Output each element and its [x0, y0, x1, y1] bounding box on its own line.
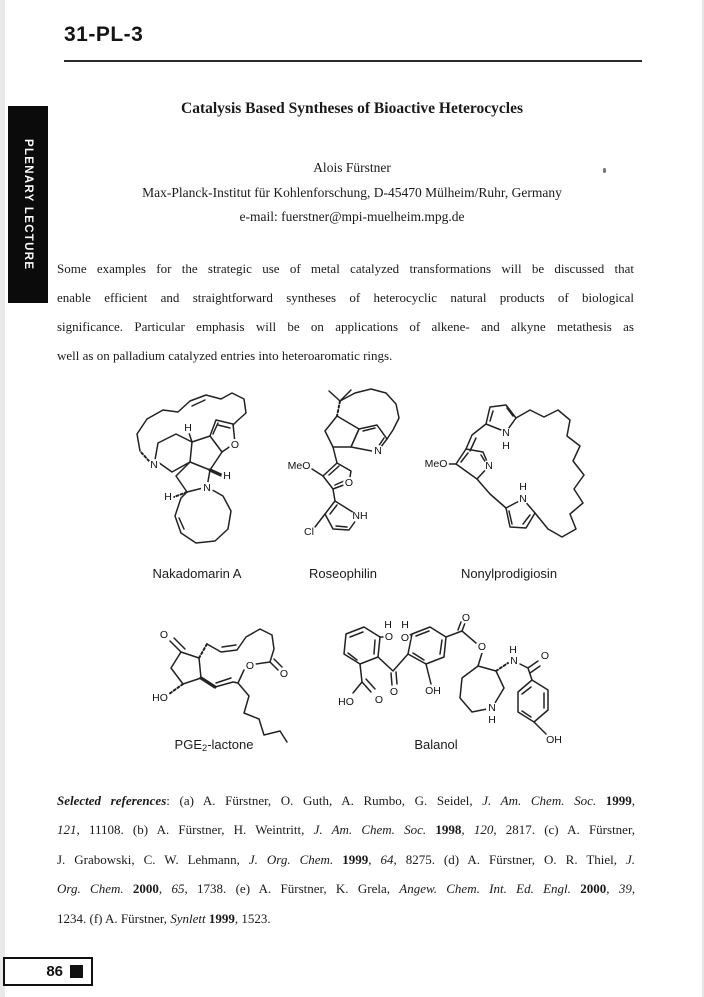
atom-label: H [223, 469, 231, 482]
atom-label: H [384, 618, 392, 631]
atom-label: OH [546, 733, 562, 746]
atom-label: H [164, 490, 172, 503]
paper-title: Catalysis Based Syntheses of Bioactive Heterocycles [181, 100, 523, 117]
structure-drawing-nonylprodigiosin [420, 396, 602, 564]
atom-label: O [384, 630, 394, 643]
atom-label: O [400, 631, 410, 644]
structure-caption-balanol: Balanol [414, 737, 458, 752]
page-number: 86 [46, 963, 63, 980]
abstract-line: enable efficient and straightforward syntheses of heterocyclic natural products of biological [57, 290, 634, 305]
abstract-line: well as on palladium catalyzed entries into heteroaromatic rings. [57, 348, 393, 363]
structure-caption-nakadomarin-a: Nakadomarin A [152, 566, 242, 581]
structure-caption-nonylprodigiosin: Nonylprodigiosin [460, 566, 558, 581]
atom-label: HO [152, 691, 168, 704]
abstract-code: 31-PL-3 [64, 23, 144, 46]
session-sidebar [8, 106, 48, 303]
atom-label: O [279, 667, 289, 680]
reference-line: J. Grabowski, C. W. Lehmann, J. Org. Chem. 1999, 64, 8275. (d) A. Fürstner, O. R. Thiel, J. [57, 851, 636, 867]
abstract-paragraph [57, 254, 634, 370]
atom-label: OH [425, 684, 441, 697]
atom-label: MeO [287, 459, 311, 472]
atom-label: N [150, 458, 158, 471]
atom-label: NH [352, 509, 368, 522]
atom-label: O [461, 611, 471, 624]
atom-label: Cl [304, 525, 314, 538]
atom-label: O [245, 659, 255, 672]
atom-label: O [374, 693, 384, 706]
atom-label: O [477, 640, 487, 653]
reference-line: Org. Chem. 2000, 65, 1738. (e) A. Fürstner, K. Grela, Angew. Chem. Int. Ed. Engl. 2000, 39, [57, 881, 636, 897]
scan-speck [603, 168, 606, 173]
author-name: Alois Fürstner [313, 160, 391, 175]
references-paragraph [57, 786, 635, 933]
structure-caption-pge2-lactone: PGE2-lactone [174, 737, 254, 754]
abstract-line: significance. Particular emphasis will be on applications of alkene- and alkyne metathesis as [57, 319, 634, 334]
reference-line: 1234. (f) A. Fürstner, Synlett 1999, 1523. [57, 910, 271, 926]
atom-label: H [184, 421, 192, 434]
structure-drawing-pge2-lactone [143, 606, 323, 748]
abstract-line: Some examples for the strategic use of metal catalyzed transformations will be discussed that [57, 261, 634, 276]
atom-label: H [519, 480, 527, 493]
atom-label: O [389, 685, 399, 698]
atom-label: H [488, 713, 496, 726]
atom-label: O [230, 438, 240, 451]
atom-label: O [540, 649, 550, 662]
atom-label: H [502, 439, 510, 452]
structure-caption-roseophilin: Roseophilin [309, 566, 377, 581]
structure-drawing-roseophilin [283, 383, 413, 551]
atom-label: O [344, 476, 354, 489]
session-label: PLENARY LECTURE [22, 138, 34, 271]
author-email: e-mail: fuerstner@mpi-muelheim.mpg.de [239, 209, 465, 224]
atom-label: N [488, 701, 496, 714]
end-marker-square-icon [70, 965, 83, 978]
atom-label: H [509, 643, 517, 656]
structure-drawing-nakadomarin-a [118, 388, 296, 566]
atom-label: HO [338, 695, 354, 708]
page-edge-left [0, 0, 5, 997]
page-number-box [3, 957, 93, 986]
atom-label: N [485, 459, 493, 472]
reference-line: Selected references: (a) A. Fürstner, O. Guth, A. Rumbo, G. Seidel, J. Am. Chem. Soc. 1999, [57, 793, 636, 808]
atom-label: N [374, 444, 382, 457]
atom-label: N [502, 426, 510, 439]
atom-label: N [510, 654, 518, 667]
reference-line: 121, 11108. (b) A. Fürstner, H. Weintritt, J. Am. Chem. Soc. 1998, 120, 2817. (c) A. Fürstner, [57, 822, 636, 838]
header-rule [64, 60, 642, 62]
author-affiliation: Max-Planck-Institut für Kohlenforschung, D-45470 Mülheim/Ruhr, Germany [142, 185, 562, 200]
atom-label: O [159, 628, 169, 641]
atom-label: H [401, 618, 409, 631]
atom-label: N [203, 481, 211, 494]
atom-label: MeO [424, 457, 448, 470]
atom-label: N [519, 492, 527, 505]
